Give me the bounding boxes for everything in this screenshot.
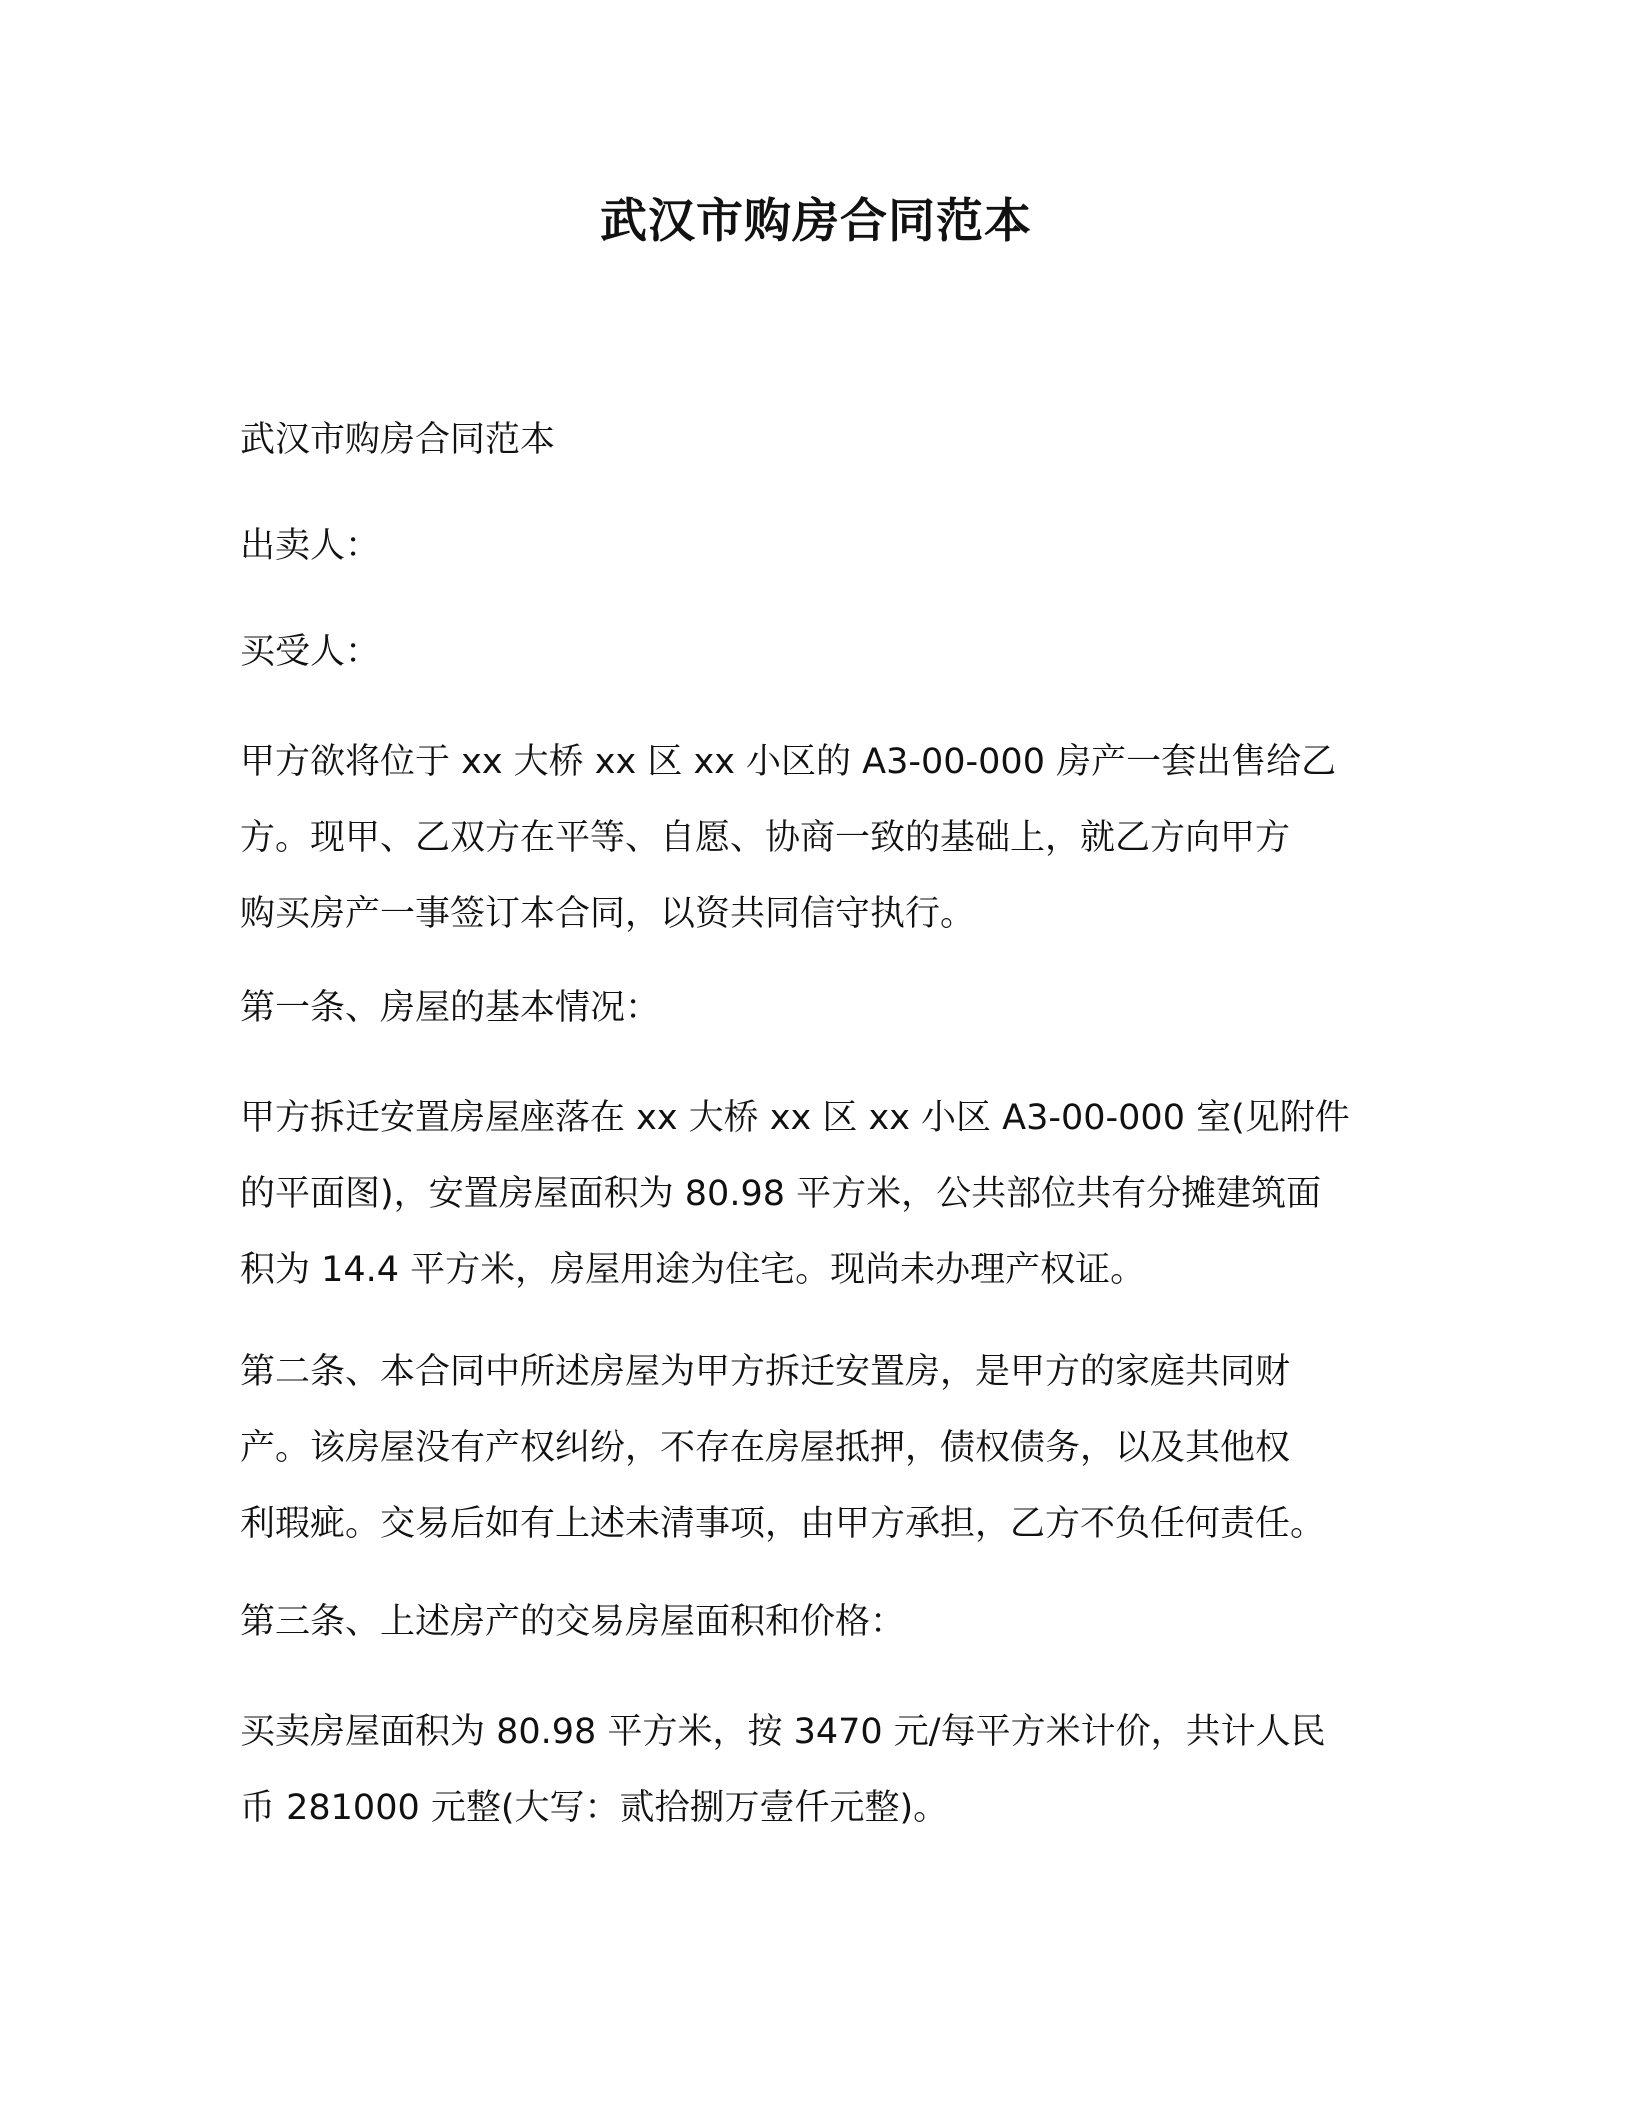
document-title: 武汉市购房合同范本 — [600, 194, 1032, 249]
intro-line-2: 方。现甲、乙双方在平等、自愿、协商一致的基础上，就乙方向甲方 — [240, 818, 1291, 858]
article2-line-3: 利瑕疵。交易后如有上述未清事项，由甲方承担，乙方不负任何责任。 — [240, 1504, 1326, 1544]
article2-line-2: 产。该房屋没有产权纠纷，不存在房屋抵押，债权债务，以及其他权 — [240, 1428, 1291, 1468]
article1-heading: 第一条、房屋的基本情况： — [240, 988, 661, 1028]
article1-line-3: 积为 14.4 平方米，房屋用途为住宅。现尚未办理产权证。 — [240, 1250, 1146, 1290]
intro-line-3: 购买房产一事签订本合同，以资共同信守执行。 — [240, 894, 976, 934]
article1-line-2: 的平面图)，安置房屋面积为 80.98 平方米，公共部位共有分摊建筑面 — [240, 1174, 1322, 1214]
seller-label: 出卖人： — [240, 526, 381, 566]
article3-line-1: 买卖房屋面积为 80.98 平方米，按 3470 元/每平方米计价，共计人民 — [240, 1712, 1326, 1752]
intro-paragraph — [240, 724, 1400, 952]
article3-paragraph — [240, 1694, 1400, 1846]
subtitle-line: 武汉市购房合同范本 — [240, 420, 556, 460]
intro-line-1: 甲方欲将位于 xx 大桥 xx 区 xx 小区的 A3-00-000 房产一套出售给乙 — [240, 742, 1337, 782]
article2-line-1: 第二条、本合同中所述房屋为甲方拆迁安置房，是甲方的家庭共同财 — [240, 1352, 1291, 1392]
article3-heading: 第三条、上述房产的交易房屋面积和价格： — [240, 1602, 906, 1642]
article2-paragraph — [240, 1334, 1400, 1562]
article3-line-2: 币 281000 元整(大写：贰拾捌万壹仟元整)。 — [240, 1788, 949, 1828]
article1-line-1: 甲方拆迁安置房屋座落在 xx 大桥 xx 区 xx 小区 A3-00-000 室(见附件 — [240, 1098, 1350, 1138]
buyer-label: 买受人： — [240, 632, 381, 672]
article1-paragraph — [240, 1080, 1400, 1308]
